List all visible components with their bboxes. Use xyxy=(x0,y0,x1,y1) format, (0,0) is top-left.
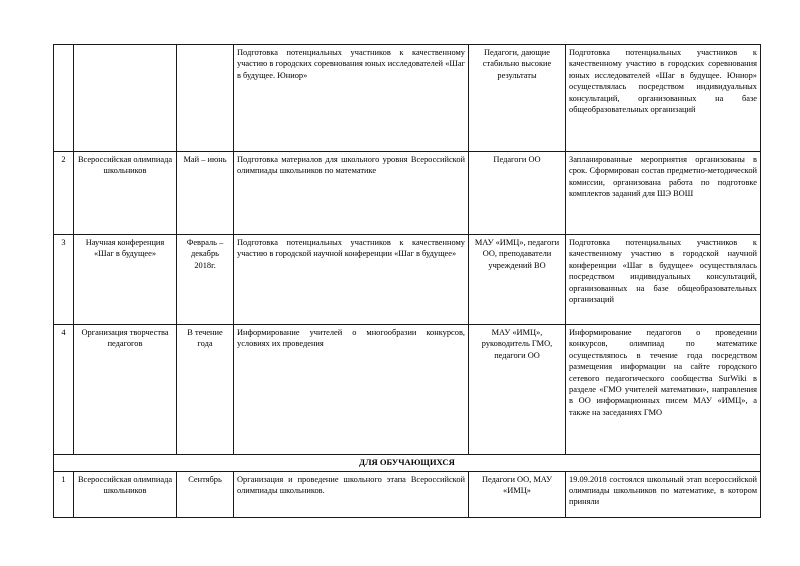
cell-content: Подготовка потенциальных участников к качественному участию в городской научной конференции «Шаг в будущее» xyxy=(234,235,469,325)
table-row xyxy=(54,325,761,455)
cell-number: 4 xyxy=(54,325,74,455)
cell-period: Февраль – декабрь 2018г. xyxy=(177,235,234,325)
cell-number: 1 xyxy=(54,471,74,517)
cell-result: Запланированные мероприятия организованы в срок. Сформирован состав предметно-методической комиссии, организована работа по подготовке комплектов заданий для ШЭ ВОШ xyxy=(566,152,761,235)
cell-period: Май – июнь xyxy=(177,152,234,235)
cell-result: Подготовка потенциальных участников к качественному участию в городской научной конференции «Шаг в будущее» осуществлялась посредством индивидуальных консультаций, организованных на базе общеобразовательных организаций xyxy=(566,235,761,325)
section-title: ДЛЯ ОБУЧАЮЩИХСЯ xyxy=(54,455,761,472)
cell-period: Сентябрь xyxy=(177,471,234,517)
cell-name: Организация творчества педагогов xyxy=(74,325,177,455)
cell-name xyxy=(74,45,177,152)
cell-period xyxy=(177,45,234,152)
cell-responsible: МАУ «ИМЦ», руководитель ГМО, педагоги ОО xyxy=(469,325,566,455)
cell-result: Подготовка потенциальных участников к качественному участию в городских соревнования юных исследователей «Шаг в будущее. Юниор» осуществлялась посредством индивидуальных консультаций, организованных на базе общеобразовательных организаций xyxy=(566,45,761,152)
cell-name: Всероссийская олимпиада школьников xyxy=(74,471,177,517)
cell-content: Подготовка потенциальных участников к качественному участию в городских соревнования юных исследователей «Шаг в будущее. Юниор» xyxy=(234,45,469,152)
cell-number: 2 xyxy=(54,152,74,235)
table-row xyxy=(54,45,761,152)
table-row xyxy=(54,235,761,325)
cell-content: Подготовка материалов для школьного уровня Всероссийской олимпиады школьников по математике xyxy=(234,152,469,235)
cell-result: 19.09.2018 состоялся школьный этап всероссийской олимпиады школьников по математике, в котором приняли xyxy=(566,471,761,517)
cell-responsible: Педагоги ОО xyxy=(469,152,566,235)
cell-responsible: МАУ «ИМЦ», педагоги ОО, преподаватели учреждений ВО xyxy=(469,235,566,325)
cell-name: Научная конференция «Шаг в будущее» xyxy=(74,235,177,325)
cell-result: Информирование педагогов о проведении конкурсов, олимпиад по математике осуществляпось в течение года посредством размещения информации на сайте городского сетевого педагогического сообщества SurWiki в разделе «ГМО учителей математики», направления в ОО информационных писем МАУ «ИМЦ», а также на заседаниях ГМО xyxy=(566,325,761,455)
cell-number xyxy=(54,45,74,152)
cell-content: Информирование учителей о многообразии конкурсов, условиях их проведения xyxy=(234,325,469,455)
cell-responsible: Педагоги, дающие стабильно высокие результаты xyxy=(469,45,566,152)
table-row xyxy=(54,471,761,517)
cell-name: Всероссийская олимпиада школьников xyxy=(74,152,177,235)
cell-responsible: Педагоги ОО, МАУ «ИМЦ» xyxy=(469,471,566,517)
table-container xyxy=(53,44,760,518)
cell-content: Организация и проведение школьного этапа Всероссийской олимпиады школьников. xyxy=(234,471,469,517)
table-row-section-header xyxy=(54,455,761,472)
cell-number: 3 xyxy=(54,235,74,325)
schedule-table xyxy=(53,44,761,518)
table-row xyxy=(54,152,761,235)
cell-period: В течение года xyxy=(177,325,234,455)
